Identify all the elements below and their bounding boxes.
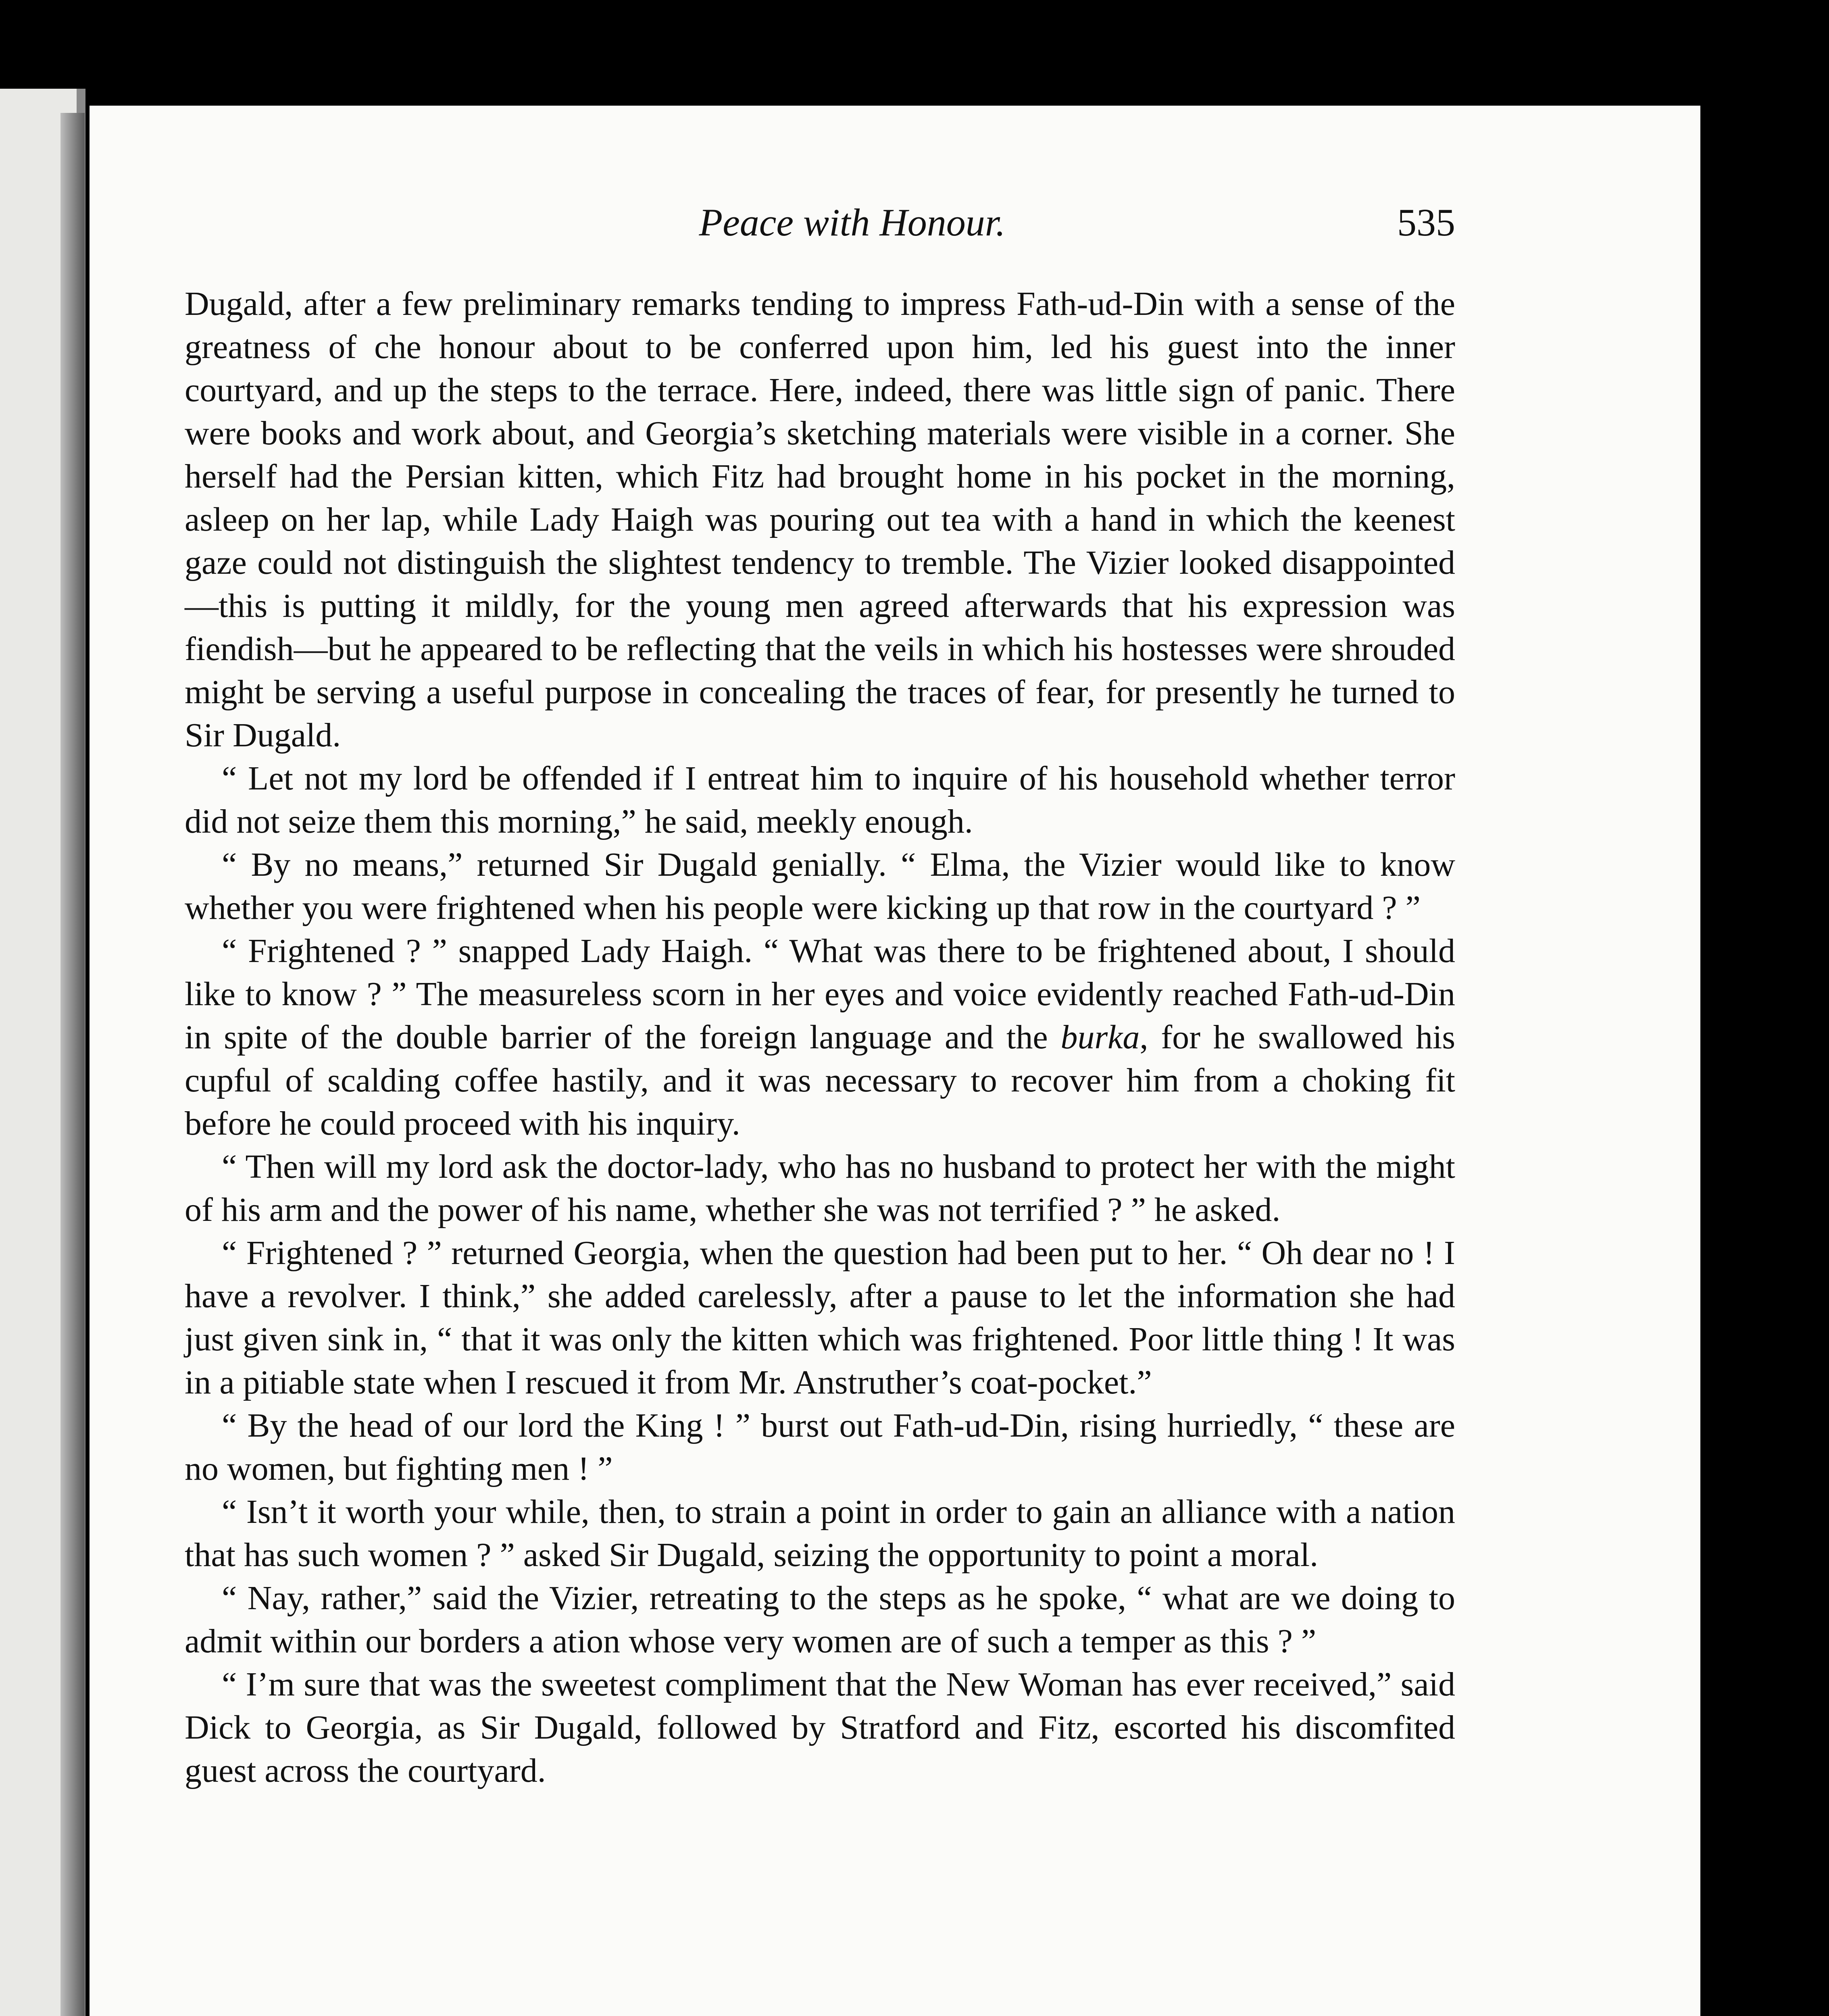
paragraph: “ Nay, rather,” said the Vizier, retreating to the steps as he spoke, “ what are we doing to admit within our borders a ation whose very women are of such a temper as this ? ” [185, 1579, 1455, 1660]
paragraph: “ I’m sure that was the sweetest compliment that the New Woman has ever received,” said Dick to Georgia, as Sir Dugald, followed by Stratford and Fitz, escorted his discomfited guest across the courtyard. [185, 1666, 1455, 1789]
italic-word: burka [1060, 1018, 1140, 1056]
running-head [185, 200, 1455, 248]
paragraph: “ Frightened ? ” returned Georgia, when the question had been put to her. “ Oh dear no ! I have a revolver. I think,” she added carelessly, after a pause to let the information she had just given sink in, “ that it was only the kitten which was frightened. Poor little thing ! It was in a pitiable state when I rescued it from Mr. Anstruther’s coat-pocket.” [185, 1234, 1455, 1401]
paragraph: “ Then will my lord ask the doctor-lady, who has no husband to protect her with the might of his arm and the power of his name, whether she was not terrified ? ” he asked. [185, 1148, 1455, 1229]
paragraph: Dugald, after a few preliminary remarks tending to impress Fath-ud-Din with a sense of the greatness of che honour about to be conferred upon him, led his guest into the inner courtyard, and up the steps to the terrace. Here, indeed, there was little sign of panic. There were books and work about, and Georgia’s sketching materials were visible in a corner. She herself had the Persian kitten, which Fitz had brought home in his pocket in the morning, asleep on her lap, while Lady Haigh was pouring out tea with a hand in which the keenest gaze could not distinguish the slightest tendency to tremble. The Vizier looked disappointed—this is putting it mildly, for the young men agreed afterwards that his expression was fiendish—but he appeared to be reflecting that the veils in which his hostesses were shrouded might be serving a useful purpose in concealing the traces of fear, for presently he turned to Sir Dugald. [185, 285, 1455, 754]
paragraph: “ By no means,” returned Sir Dugald genially. “ Elma, the Vizier would like to know whether you were frightened when his people were kicking up that row in the courtyard ? ” [185, 846, 1455, 927]
paragraph-text: “ Frightened ? ” snapped Lady Haigh. “ What was there to be frightened about, I should like to know ? ” The measureless scorn in her eyes and voice evidently reached Fath-ud-Din in spite of the double barrier of the foreign language and the [185, 932, 1455, 1056]
paragraph: “ Let not my lord be offended if I entreat him to inquire of his household whether terror did not seize them this morning,” he said, meekly enough. [185, 760, 1455, 840]
body-text [185, 282, 1455, 1792]
paragraph [185, 929, 1455, 1145]
page-number: 535 [1397, 201, 1455, 244]
running-title: Peace with Honour. [699, 201, 1006, 244]
paragraph: “ Isn’t it worth your while, then, to strain a point in order to gain an alliance with a nation that has such women ? ” asked Sir Dugald, seizing the opportunity to point a moral. [185, 1493, 1455, 1574]
paragraph: “ By the head of our lord the King ! ” burst out Fath-ud-Din, rising hurriedly, “ these are no women, but fighting men ! ” [185, 1407, 1455, 1487]
paragraph-text: , for he swallowed his cupful of scalding coffee hastily, and it was necessary to recover him from a choking fit before he could proceed with his inquiry. [185, 1018, 1456, 1142]
book-gutter-shadow [60, 113, 85, 2016]
